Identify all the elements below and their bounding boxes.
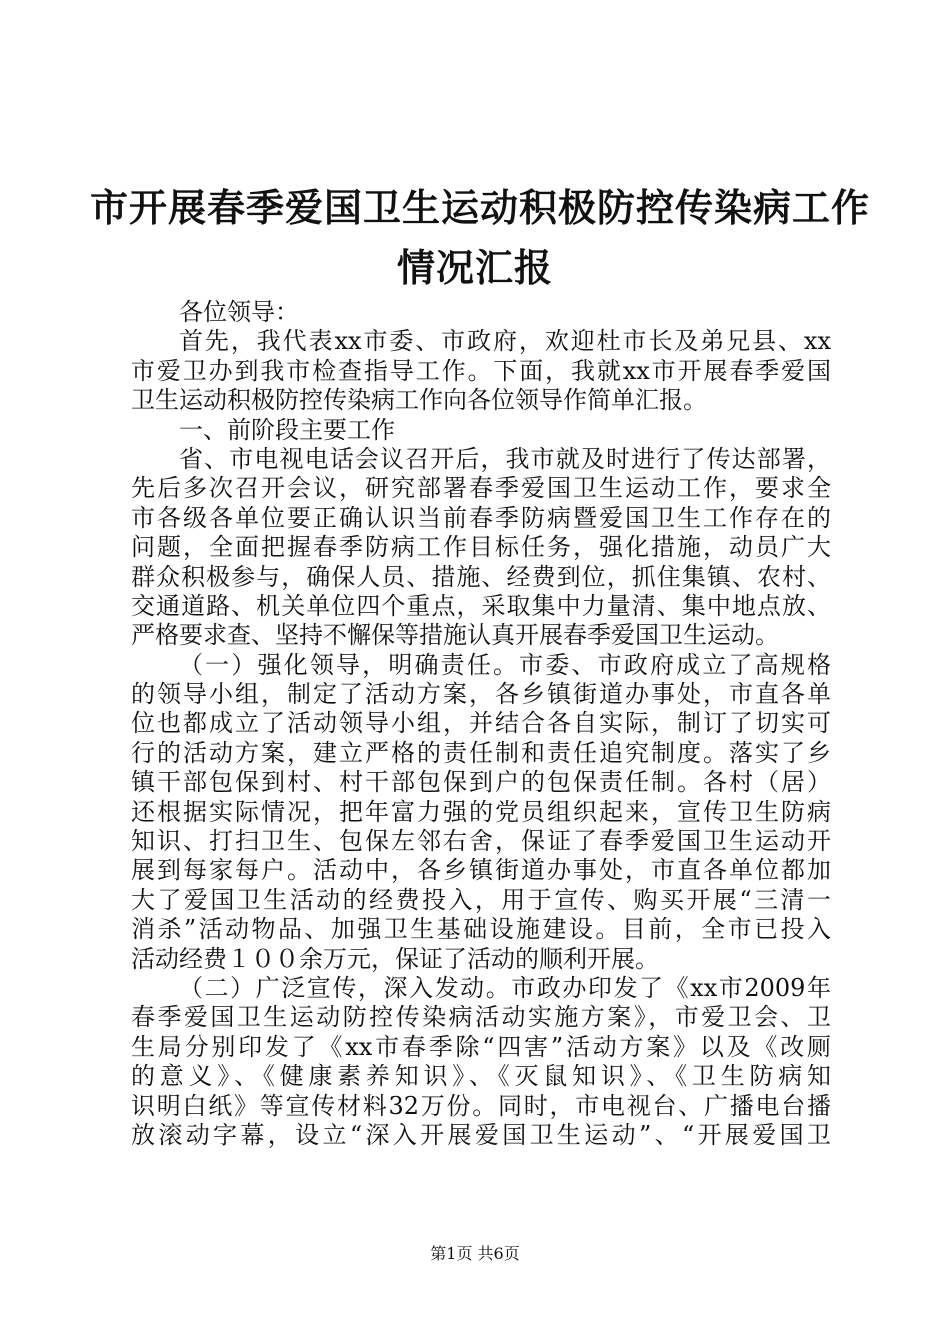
- text-line: 交通道路、机关单位四个重点，采取集中力量清、集中地点放、: [131, 591, 831, 620]
- document-title-line-2: 情况汇报: [396, 245, 553, 290]
- text-line: 镇干部包保到村、村干部包保到户的包保责任制。各村（居）: [131, 768, 831, 797]
- text-line: 省、市电视电话会议召开后，我市就及时进行了传达部署，: [179, 444, 831, 473]
- text-line: 市各级各单位要正确认识当前春季防病暨爱国卫生工作存在的: [131, 503, 831, 532]
- text-line: 还根据实际情况，把年富力强的党员组织起来，宣传卫生防病: [131, 797, 831, 826]
- text-line: （一）强化领导，明确责任。市委、市政府成立了高规格: [179, 650, 831, 679]
- text-line: 严格要求查、坚持不懈保等措施认真开展春季爱国卫生运动。: [131, 621, 779, 650]
- text-line: 的意义》、《健康素养知识》、《灭鼠知识》、《卫生防病知: [131, 1062, 831, 1091]
- text-line: 知识、打扫卫生、包保左邻右舍，保证了春季爱国卫生运动开: [131, 827, 831, 856]
- text-line: （二）广泛宣传，深入发动。市政办印发了《xx市2009年: [179, 973, 831, 1002]
- text-line: 生局分别印发了《xx市春季除“四害”活动方案》以及《改厕: [131, 1032, 831, 1061]
- text-line: 春季爱国卫生运动防控传染病活动实施方案》，市爱卫会、卫: [131, 1003, 831, 1032]
- document-body: [131, 298, 831, 1150]
- text-line: 各位领导：: [179, 298, 299, 326]
- text-line: 位也都成立了活动领导小组，并结合各自实际，制订了切实可: [131, 709, 831, 738]
- page-footer: 第1页 共6页: [430, 1244, 520, 1263]
- text-line: 市爱卫办到我市检查指导工作。下面，我就xx市开展春季爱国: [131, 356, 831, 385]
- text-line: 的领导小组，制定了活动方案，各乡镇街道办事处，市直各单: [131, 680, 831, 709]
- text-line: 大了爱国卫生活动的经费投入，用于宣传、购买开展“三清一: [131, 885, 831, 914]
- text-line: 卫生运动积极防控传染病工作向各位领导作简单汇报。: [131, 386, 707, 415]
- text-line: 消杀”活动物品、加强卫生基础设施建设。目前，全市已投入: [131, 915, 831, 944]
- text-line: 先后多次召开会议，研究部署春季爱国卫生运动工作，要求全: [131, 474, 831, 503]
- text-line: 问题，全面把握春季防病工作目标任务，强化措施，动员广大: [131, 533, 831, 562]
- text-line: 放滚动字幕，设立“深入开展爱国卫生运动”、“开展爱国卫: [131, 1120, 831, 1149]
- text-line: 识明白纸》等宣传材料32万份。同时，市电视台、广播电台播: [131, 1091, 831, 1120]
- text-line: 行的活动方案，建立严格的责任制和责任追究制度。落实了乡: [131, 738, 831, 767]
- text-line: 活动经费１００余万元，保证了活动的顺利开展。: [131, 944, 659, 973]
- text-line: 展到每家每户。活动中，各乡镇街道办事处，市直各单位都加: [131, 856, 831, 885]
- document-title-line-1: 市开展春季爱国卫生运动积极防控传染病工作: [90, 185, 871, 230]
- text-line: 首先，我代表xx市委、市政府，欢迎杜市长及弟兄县、xx: [179, 327, 831, 356]
- text-line: 群众积极参与，确保人员、措施、经费到位，抓住集镇、农村、: [131, 562, 831, 591]
- section-heading: 一、前阶段主要工作: [179, 415, 395, 444]
